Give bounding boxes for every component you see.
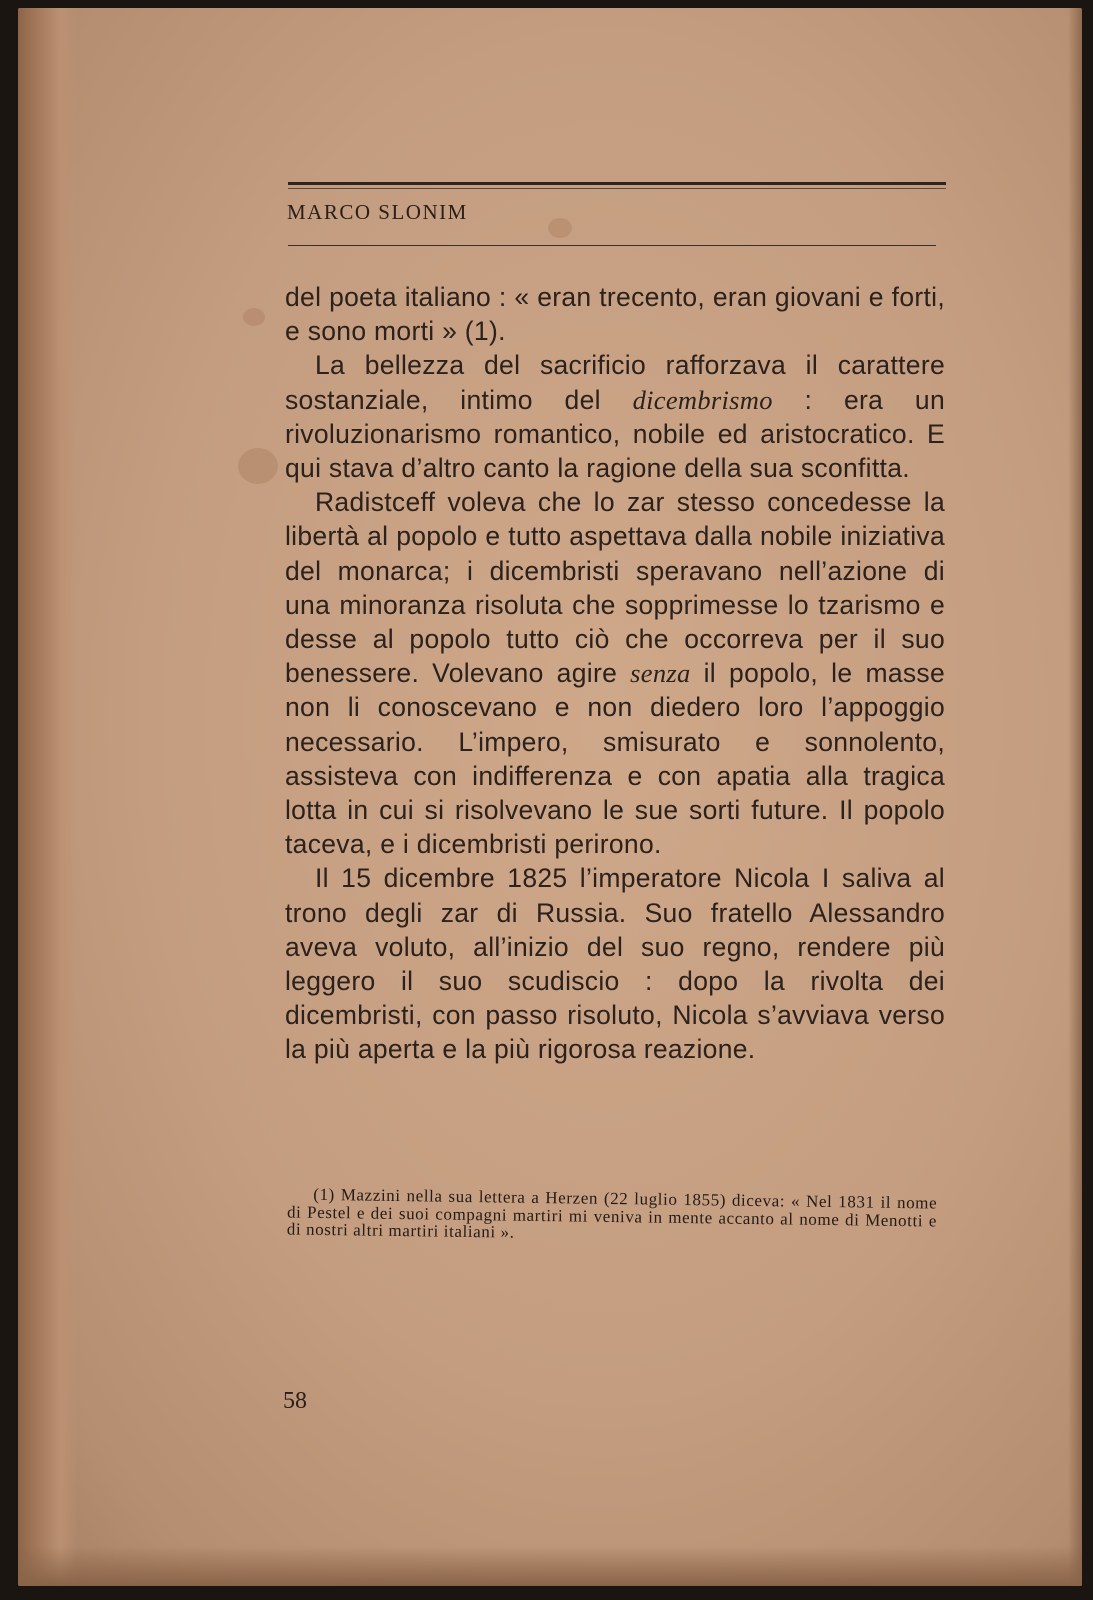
italic-senza: senza: [630, 658, 691, 689]
header-rule-top-thin: [288, 188, 946, 189]
running-head: MARCO SLONIM: [287, 200, 468, 224]
paragraph-3: [285, 485, 945, 861]
header-rule-top: [288, 182, 946, 185]
paper-stain: [238, 448, 278, 484]
page-number: 58: [283, 1388, 307, 1414]
italic-dicembrismo: dicembrismo: [632, 384, 773, 415]
paragraph-2-text: La bellezza del sacrificio rafforzava il carattere sostanziale, intimo del: [285, 350, 945, 415]
header-rule-bottom: [288, 245, 936, 246]
paragraph-1: del poeta italiano : « eran trecento, eran giovani e forti, e sono morti » (1).: [285, 282, 945, 347]
paragraph-3-text: Radistceff voleva che lo zar stesso concedesse la libertà al popolo e tutto aspettava dalla nobile iniziativa del monarca; i dicembristi speravano nell’azione di una minoranza risoluta che sopprimesse lo tzarismo e desse al popolo tutto ciò che occorreva per il suo benessere. Volevano agire: [285, 487, 945, 689]
page-edge-right: [1068, 8, 1082, 1586]
paragraph-4: Il 15 dicembre 1825 l’imperatore Nicola I saliva al trono degli zar di Russia. Suo fratello Alessandro aveva voluto, all’inizio del suo regno, rendere più leggero il suo scudiscio : dopo la rivolta dei dicembristi, con passo risoluto, Nicola s’avviava verso la più aperta e la più rigorosa reazione.: [285, 863, 945, 1065]
page-edge-left: [18, 8, 78, 1586]
paper-stain: [548, 218, 572, 238]
paragraph-2: [285, 348, 945, 485]
paper-stain: [243, 308, 265, 326]
page-edge-bottom: [18, 1546, 1082, 1586]
body-text: [285, 280, 945, 1067]
footnote: (1) Mazzini nella sua lettera a Herzen (22 luglio 1855) diceva: « Nel 1831 il nome di Pestel e dei suoi compagni martiri mi veniva in mente accanto al nome di Menotti e di nostri altri martiri italiani ».: [286, 1184, 938, 1242]
paragraph-3-text-end: il popolo, le masse non li conoscevano e non diedero loro l’appoggio necessario. L’impero, smisurato e sonnolento, assisteva con indifferenza e con apatia alla tragica lotta in cui si risolvevano le sue sorti future. Il popolo taceva, e i dicembristi perirono.: [285, 658, 945, 860]
paragraph-2-text-end: : era un rivoluzionarismo romantico, nobile ed aristocratico. E qui stava d’altro canto la ragione della sua sconfitta.: [285, 384, 945, 484]
